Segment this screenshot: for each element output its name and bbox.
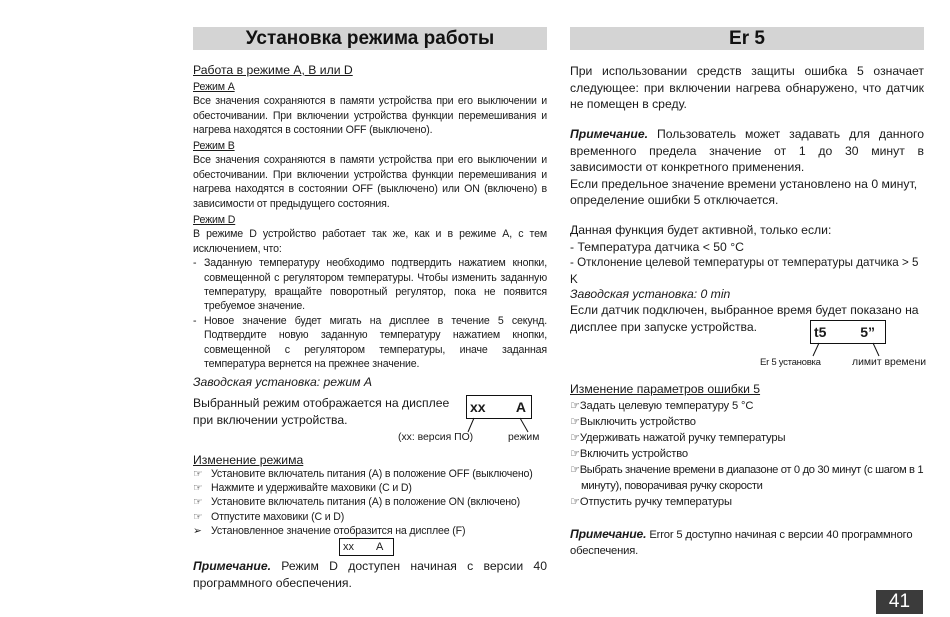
hand-pointer-icon: ☞: [570, 400, 580, 412]
list-item: ☞ Установите включатель питания (A) в положение ON (включено): [193, 496, 521, 509]
list-item: ☞ Отпустите маховики (C и D): [193, 510, 345, 523]
er5-intro: При использовании средств защиты ошибка 5 означает следующее: при включении нагрева обнаружено, что датчик не помещен в среду.: [570, 64, 924, 111]
factory-setting-left: Заводская установка: режим A: [193, 375, 372, 389]
hand-pointer-icon: ☞: [193, 482, 203, 495]
note-text: Пользователь может задавать для данного временного предела значение от 1 до 30 минут в зависимости от конкретного применения.: [570, 127, 924, 174]
note-text-2: Если предельное значение времени установлено на 0 минут, определение ошибки 5 отключается.: [570, 176, 918, 207]
label-er5-setting: Er 5 установка: [760, 357, 821, 368]
hand-pointer-icon: ☞: [570, 432, 580, 444]
er5-steps: [570, 398, 926, 510]
list-item: ➢ Установленное значение отобразится на дисплее (F): [193, 524, 466, 537]
note-left: [193, 558, 547, 591]
list-item: ☞Выключить устройство: [570, 416, 696, 428]
list-item: ☞ Нажмите и удерживайте маховики (C и D): [193, 482, 412, 495]
er5-conditions: [570, 222, 924, 288]
hand-pointer-icon: ☞: [193, 468, 203, 480]
display-mode-value: A: [515, 399, 526, 415]
display-box-small: [339, 538, 394, 556]
display-description-left: Выбранный режим отображается на дисплее при включении устройства.: [193, 396, 450, 427]
page-number: 41: [876, 590, 923, 614]
small-box-right: A: [376, 541, 384, 553]
mode-a-block: [193, 80, 547, 138]
note-label: Примечание.: [193, 559, 271, 573]
hand-pointer-icon: ☞: [570, 496, 580, 508]
mode-d-block: [193, 213, 547, 371]
list-item: ☞Задать целевую температуру 5 °C: [570, 400, 754, 412]
display-er5-time-value: 5”: [860, 324, 875, 340]
mode-a-text: Все значения сохраняются в памяти устройства при его выключении и обесточивании. При включении устройства функции перемешивания и нагрева находятся в состоянии OFF (выключено).: [193, 95, 547, 137]
conditions-intro: Данная функция будет активной, только если:: [570, 223, 832, 237]
section-title: Работа в режиме A, B или D: [193, 63, 353, 77]
factory-setting-right: Заводская установка: 0 min: [570, 287, 731, 301]
list-item: ☞Отпустить ручку температуры: [570, 496, 732, 508]
mode-d-text: В режиме D устройство работает так же, как и в режиме A, с тем исключением, что:: [193, 228, 547, 255]
hand-pointer-icon: ☞: [193, 496, 203, 509]
right-header: Er 5: [570, 27, 924, 50]
list-item: ☞Удерживать нажатой ручку температуры: [570, 432, 786, 444]
list-item: - Новое значение будет мигать на дисплее в течение 5 секунд. Подтвердите новую заданную температуру нажатием кнопки, совмещенной с регулятором температуры, иначе заданная температура вернется на прежнее значение.: [193, 314, 547, 372]
er5-change-title: Изменение параметров ошибки 5: [570, 382, 761, 396]
mode-d-title: Режим D: [193, 214, 236, 226]
change-mode-steps: [193, 467, 547, 538]
er5-note1: [570, 126, 924, 209]
display-er5-setting-value: t5: [814, 324, 827, 340]
label-time-limit: лимит времени: [852, 357, 927, 368]
er5-note2: [570, 526, 926, 559]
mode-b-text: Все значения сохраняются в памяти устройства при его выключении и обесточивании. При включении устройства функции перемешивания и нагрева находятся в состоянии OFF (выключено) или ON (включено) в зависимости от предыдущего состояния.: [193, 154, 547, 210]
list-item: ☞ Установите включатель питания (A) в положение OFF (выключено): [193, 468, 533, 480]
arrow-icon: ➢: [193, 524, 202, 537]
note-label: Примечание.: [570, 127, 648, 141]
small-box-left: xx: [343, 541, 354, 553]
list-item: - Заданную температуру необходимо подтвердить нажатием кнопки, совмещенной с регулятором температуры. Чтобы изменить заданную температуру, вращайте поворотный регулятор, пока не появится требуемое значение.: [193, 256, 547, 314]
mode-a-title: Режим A: [193, 81, 235, 93]
hand-pointer-icon: ☞: [570, 416, 580, 428]
left-header: Установка режима работы: [193, 27, 547, 50]
list-item: ☞Выбрать значение времени в диапазоне от 0 до 30 минут (с шагом в 1 минуту), поворачивая ручку скорости: [570, 464, 924, 492]
hand-pointer-icon: ☞: [193, 510, 203, 523]
list-item: - Температура датчика < 50 °C: [570, 239, 744, 254]
hand-pointer-icon: ☞: [570, 464, 580, 476]
change-mode-title: Изменение режима: [193, 453, 304, 467]
list-item: - Отклонение целевой температуры от температуры датчика > 5 K: [570, 256, 919, 286]
hand-pointer-icon: ☞: [570, 448, 580, 460]
note-text: Режим D доступен начиная с версии 40 программного обеспечения.: [193, 559, 547, 590]
mode-b-block: [193, 139, 547, 211]
sensor-display-line: Если датчик подключен, выбранное время будет показано на дисплее при запуске устройства.: [570, 303, 919, 334]
list-item: ☞Включить устройство: [570, 448, 688, 460]
display-version-value: xx: [470, 399, 486, 415]
note-text: Error 5 доступно начиная с версии 40 программного обеспечения.: [570, 529, 913, 557]
mode-b-title: Режим B: [193, 140, 235, 152]
label-mode: режим: [508, 432, 540, 443]
label-version: (xx: версия ПО): [398, 432, 474, 443]
note-label: Примечание.: [570, 527, 647, 541]
